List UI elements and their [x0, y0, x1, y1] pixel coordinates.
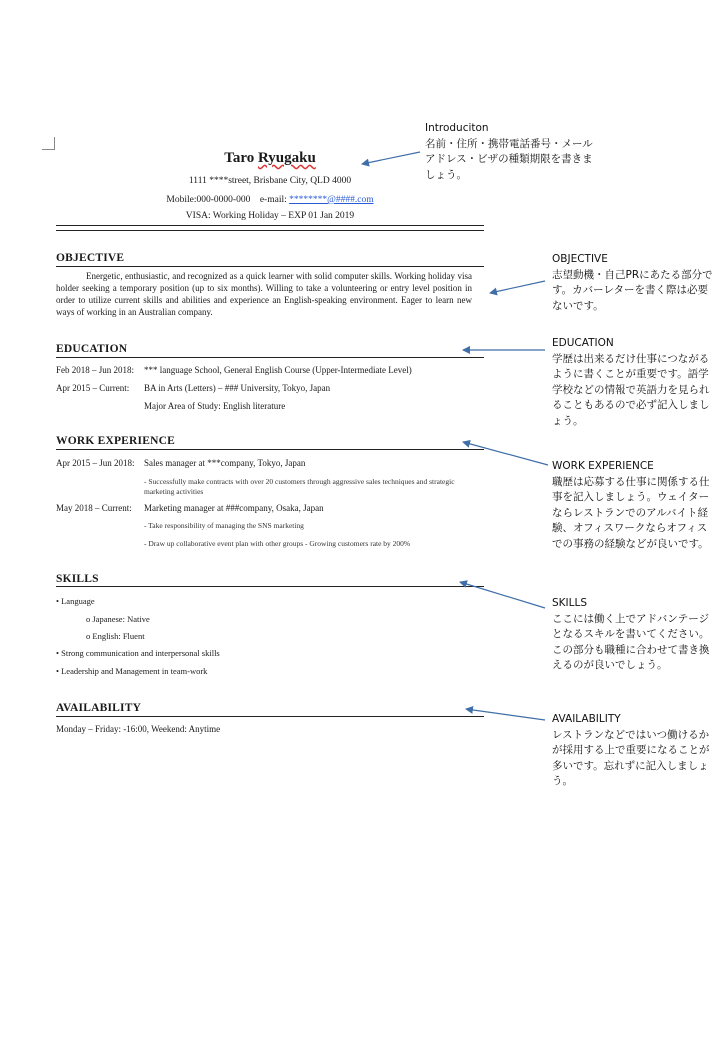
resume-name: Taro Ryugaku: [224, 150, 316, 166]
education-heading: EDUCATION: [56, 343, 128, 355]
resume-mobile: Mobile:000-0000-000: [166, 195, 251, 205]
skills-heading: SKILLS: [56, 573, 99, 585]
work-bullet: - Take responsibility of managing the SNS marketing: [144, 521, 304, 530]
arrow-availability: [466, 709, 545, 720]
note-work-text: 職歴は応募する仕事に関係する仕事を記入しましょう。ウェイターならレストランでのアルバイト経験、オフィスワークならオフィスでの事務の経験などが良いです。: [552, 475, 710, 550]
arrow-intro: [362, 152, 420, 164]
arrow-objective: [490, 281, 545, 293]
skill-item: • Strong communication and interpersonal skills: [56, 648, 220, 658]
availability-heading: AVAILABILITY: [56, 702, 142, 714]
note-intro-text: 名前・住所・携帯電話番号・メールアドレス・ビザの種類期限を書きましょう。: [425, 137, 593, 181]
work-bullet: - Draw up collaborative event plan with other groups - Growing customers rate by 200%: [144, 539, 411, 548]
note-skills-title: SKILLS: [552, 597, 588, 609]
education-major: Major Area of Study: English literature: [144, 401, 286, 411]
resume-email-link[interactable]: ********@####.com: [289, 195, 374, 205]
availability-text: Monday – Friday: -16:00, Weekend: Anytime: [56, 724, 221, 734]
work-heading: WORK EXPERIENCE: [56, 435, 175, 447]
note-skills-text: ここには働く上でアドバンテージとなるスキルを書いてください。この部分も職種に合わせて書き換えるのが良いでしょう。: [552, 612, 710, 671]
resume-email-label: e-mail:: [259, 195, 287, 205]
resume-address: 1111 ****street, Brisbane City, QLD 4000: [188, 176, 352, 186]
arrow-work: [463, 442, 548, 465]
skill-item: • Language: [56, 596, 95, 606]
resume-visa: VISA: Working Holiday – EXP 01 Jan 2019: [185, 211, 355, 221]
education-date: Apr 2015 – Current:: [56, 383, 130, 393]
note-work-title: WORK EXPERIENCE: [552, 460, 654, 472]
note-intro-title: Introduciton: [425, 122, 489, 134]
work-date: Apr 2015 – Jun 2018:: [56, 458, 135, 468]
note-objective-text: 志望動機・自己PRにあたる部分です。カバーレターを書く際は必要ないです。: [552, 268, 713, 312]
skill-subitem: o Japanese: Native: [86, 614, 150, 624]
note-objective-title: OBJECTIVE: [552, 253, 608, 265]
education-detail: *** language School, General English Course (Upper-Intermediate Level): [144, 365, 412, 375]
note-education-text: 学歴は出来るだけ仕事につながるように書くことが重要です。語学学校などの情報で英語力を見られることもあるので必ず記入しましょう。: [552, 352, 710, 427]
work-bullet: - Successfully make contracts with over 20 customers through aggressive sales techniques and strategic marketing activities: [144, 477, 455, 496]
note-education-title: EDUCATION: [552, 337, 614, 349]
skill-subitem: o English: Fluent: [86, 631, 145, 641]
education-date: Feb 2018 – Jun 2018:: [56, 365, 135, 375]
skill-item: • Leadership and Management in team-work: [56, 666, 208, 676]
work-date: May 2018 – Current:: [56, 503, 132, 513]
objective-heading: OBJECTIVE: [56, 252, 125, 264]
objective-text: Energetic, enthusiastic, and recognized as a quick learner with solid computer skills. Working holiday visa holder seeking a temporary position (up to six months). Willing to take a volunteering or entry level position in order to utilize current skills and abilities and experience an English-speaking environment. Eager to learn new ways of working in an Australian company.: [56, 271, 472, 317]
note-availability-title: AVAILABILITY: [552, 713, 621, 725]
education-detail: BA in Arts (Letters) – ### University, Tokyo, Japan: [144, 383, 331, 393]
note-availability-text: レストランなどではいつ働けるかが採用する上で重要になることが多いです。忘れずに記入しましょう。: [552, 728, 710, 787]
work-role: Marketing manager at ###company, Osaka, Japan: [144, 503, 324, 513]
work-role: Sales manager at ***company, Tokyo, Japan: [144, 458, 306, 468]
arrow-skills: [460, 582, 545, 608]
